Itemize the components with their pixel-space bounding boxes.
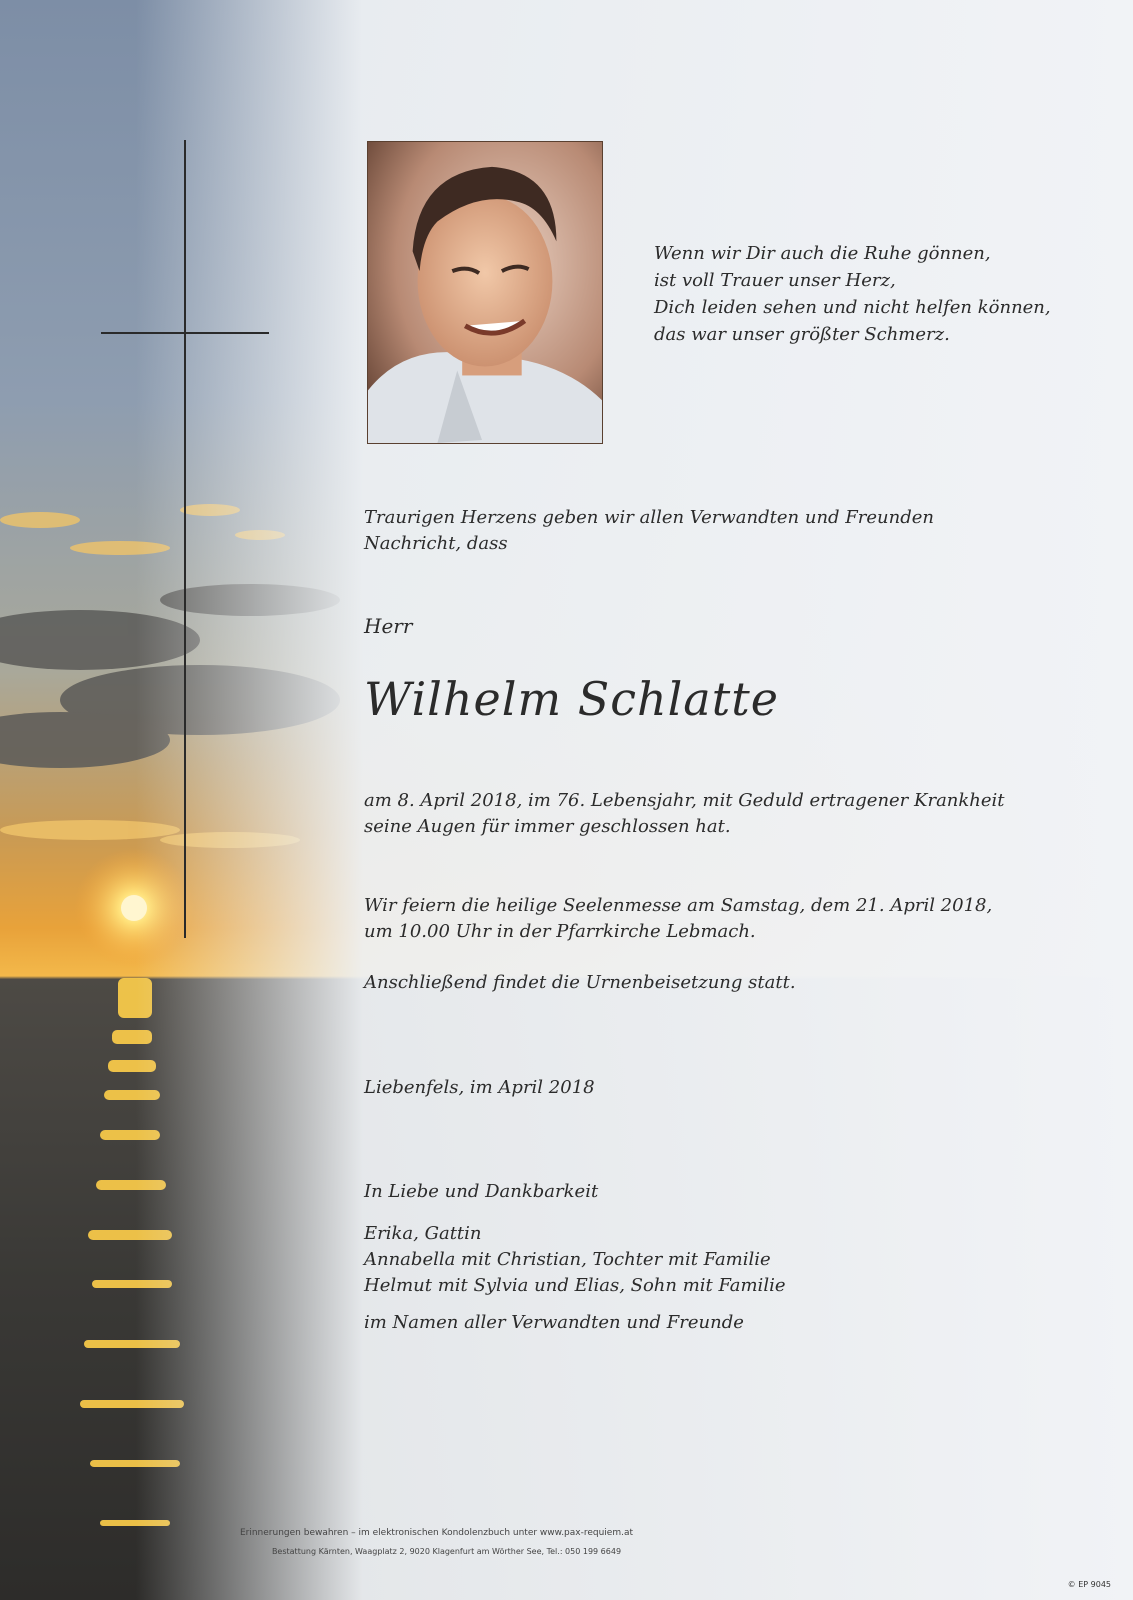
funeral-home-address: Bestattung Kärnten, Waagplatz 2, 9020 Klagenfurt am Wörther See, Tel.: 050 199 6649 — [271, 1547, 622, 1556]
death-line: seine Augen für immer geschlossen hat. — [364, 816, 731, 837]
deceased-title: Herr — [364, 614, 413, 638]
closing-phrase: In Liebe und Dankbarkeit — [364, 1181, 599, 1202]
family-member: Helmut mit Sylvia und Elias, Sohn mit Familie — [364, 1275, 786, 1296]
death-line: am 8. April 2018, im 76. Lebensjahr, mit Geduld ertragener Krankheit — [364, 790, 1005, 811]
announcement-intro — [364, 505, 934, 557]
family-member: Erika, Gattin — [364, 1223, 482, 1244]
on-behalf-line: im Namen aller Verwandten und Freunde — [364, 1312, 744, 1333]
family-list — [364, 1221, 785, 1299]
place-and-date: Liebenfels, im April 2018 — [364, 1077, 595, 1098]
intro-line: Nachricht, dass — [364, 533, 508, 554]
poem-line: das war unser größter Schmerz. — [654, 324, 950, 345]
cross-horizontal-bar — [101, 332, 269, 334]
requiem-mass-info — [364, 893, 992, 945]
intro-line: Traurigen Herzens geben wir allen Verwandten und Freunden — [364, 507, 934, 528]
deceased-name: Wilhelm Schlatte — [364, 672, 779, 726]
poem-line: ist voll Trauer unser Herz, — [654, 270, 896, 291]
condolence-book-link[interactable]: Erinnerungen bewahren – im elektronischen Kondolenzbuch unter www.pax-requiem.at — [239, 1528, 634, 1538]
portrait-photo — [367, 141, 603, 444]
poem-line: Dich leiden sehen und nicht helfen können, — [654, 297, 1051, 318]
cross-vertical-bar — [184, 140, 186, 938]
template-code: © EP 9045 — [1067, 1580, 1111, 1589]
urn-burial-info: Anschließend findet die Urnenbeisetzung statt. — [364, 972, 796, 993]
death-notice — [364, 788, 1005, 840]
mass-line: Wir feiern die heilige Seelenmesse am Samstag, dem 21. April 2018, — [364, 895, 993, 916]
poem-line: Wenn wir Dir auch die Ruhe gönnen, — [654, 243, 991, 264]
mass-line: um 10.00 Uhr in der Pfarrkirche Lebmach. — [364, 921, 756, 942]
family-member: Annabella mit Christian, Tochter mit Familie — [364, 1249, 771, 1270]
memorial-poem — [654, 240, 1051, 348]
